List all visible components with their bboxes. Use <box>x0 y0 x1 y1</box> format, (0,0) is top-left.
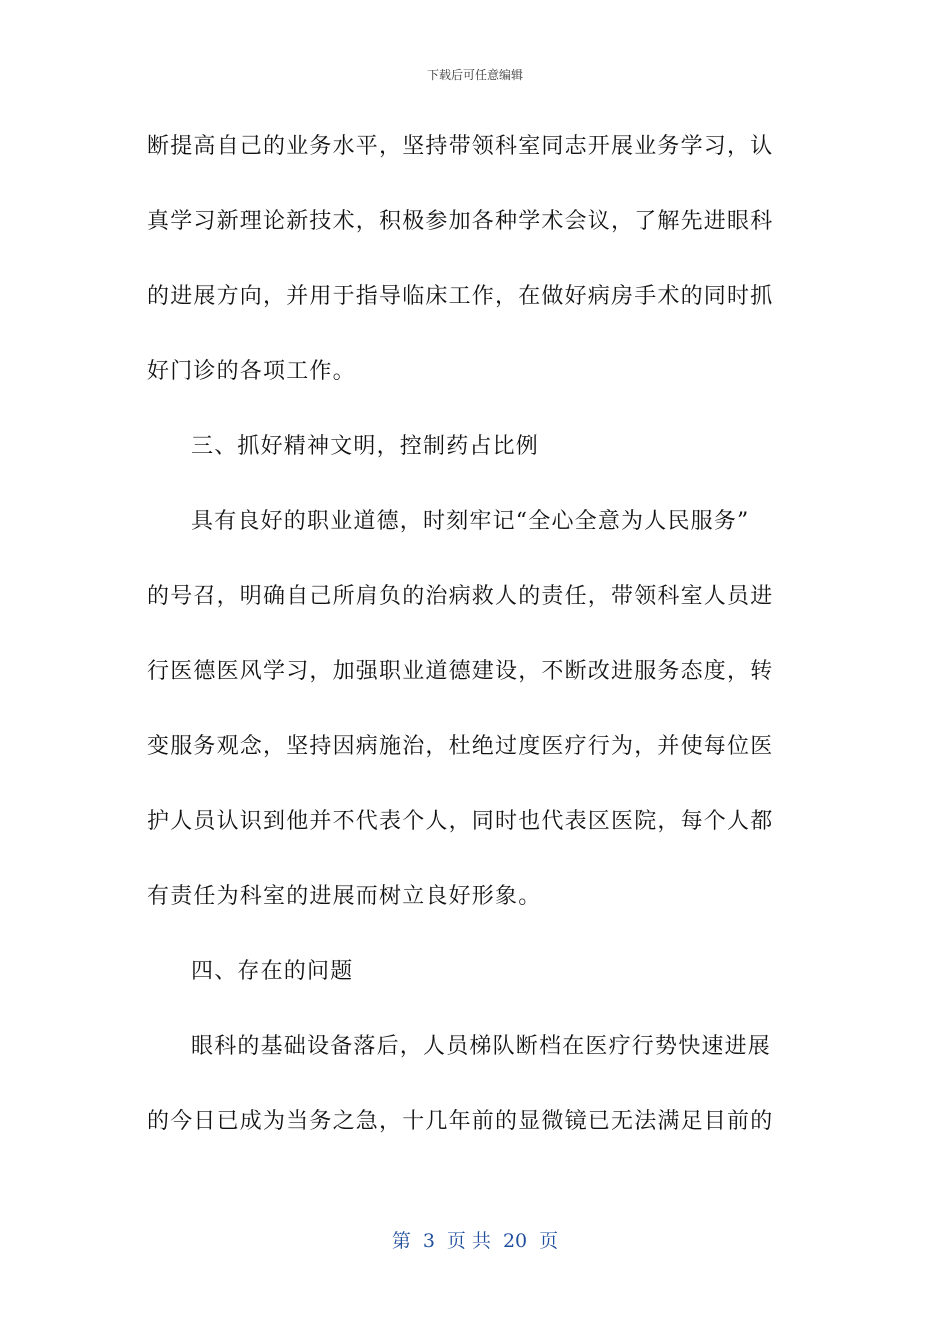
footer-suffix: 页 <box>539 1230 559 1252</box>
paragraph-line: 行医德医风学习，加强职业道德建设，不断改进服务态度，转 <box>147 659 774 684</box>
paragraph-line: 的号召，明确自己所肩负的治病救人的责任，带领科室人员进 <box>147 584 774 609</box>
paragraph-line: 眼科的基础设备落后，人员梯队断档在医疗行势快速进展 <box>191 1034 772 1059</box>
footer-middle: 页 共 <box>446 1230 491 1252</box>
page-header: 下载后可任意编辑 <box>426 68 523 82</box>
paragraph-line: 具有良好的职业道德，时刻牢记“全心全意为人民服务” <box>191 509 750 534</box>
paragraph-line: 护人员认识到他并不代表个人，同时也代表区医院，每个人都 <box>147 809 774 834</box>
paragraph-line: 的进展方向，并用于指导临床工作，在做好病房手术的同时抓 <box>147 284 774 309</box>
section-heading: 四、存在的问题 <box>191 959 354 984</box>
footer-total-pages: 20 <box>502 1230 528 1252</box>
paragraph-line: 的今日已成为当务之急，十几年前的显微镜已无法满足目前的 <box>147 1109 774 1134</box>
document-body <box>147 127 803 1177</box>
page-footer <box>0 1226 950 1253</box>
paragraph-line: 有责任为科室的进展而树立良好形象。 <box>147 884 542 909</box>
paragraph-line: 好门诊的各项工作。 <box>147 359 356 384</box>
paragraph-line: 断提高自己的业务水平，坚持带领科室同志开展业务学习，认 <box>147 134 774 159</box>
footer-prefix: 第 <box>391 1230 411 1252</box>
footer-page-number: 3 <box>422 1230 435 1252</box>
section-heading: 三、抓好精神文明，控制药占比例 <box>191 434 540 459</box>
paragraph-line: 真学习新理论新技术，积极参加各种学术会议，了解先进眼科 <box>147 209 774 234</box>
paragraph-line: 变服务观念，坚持因病施治，杜绝过度医疗行为，并使每位医 <box>147 734 774 759</box>
